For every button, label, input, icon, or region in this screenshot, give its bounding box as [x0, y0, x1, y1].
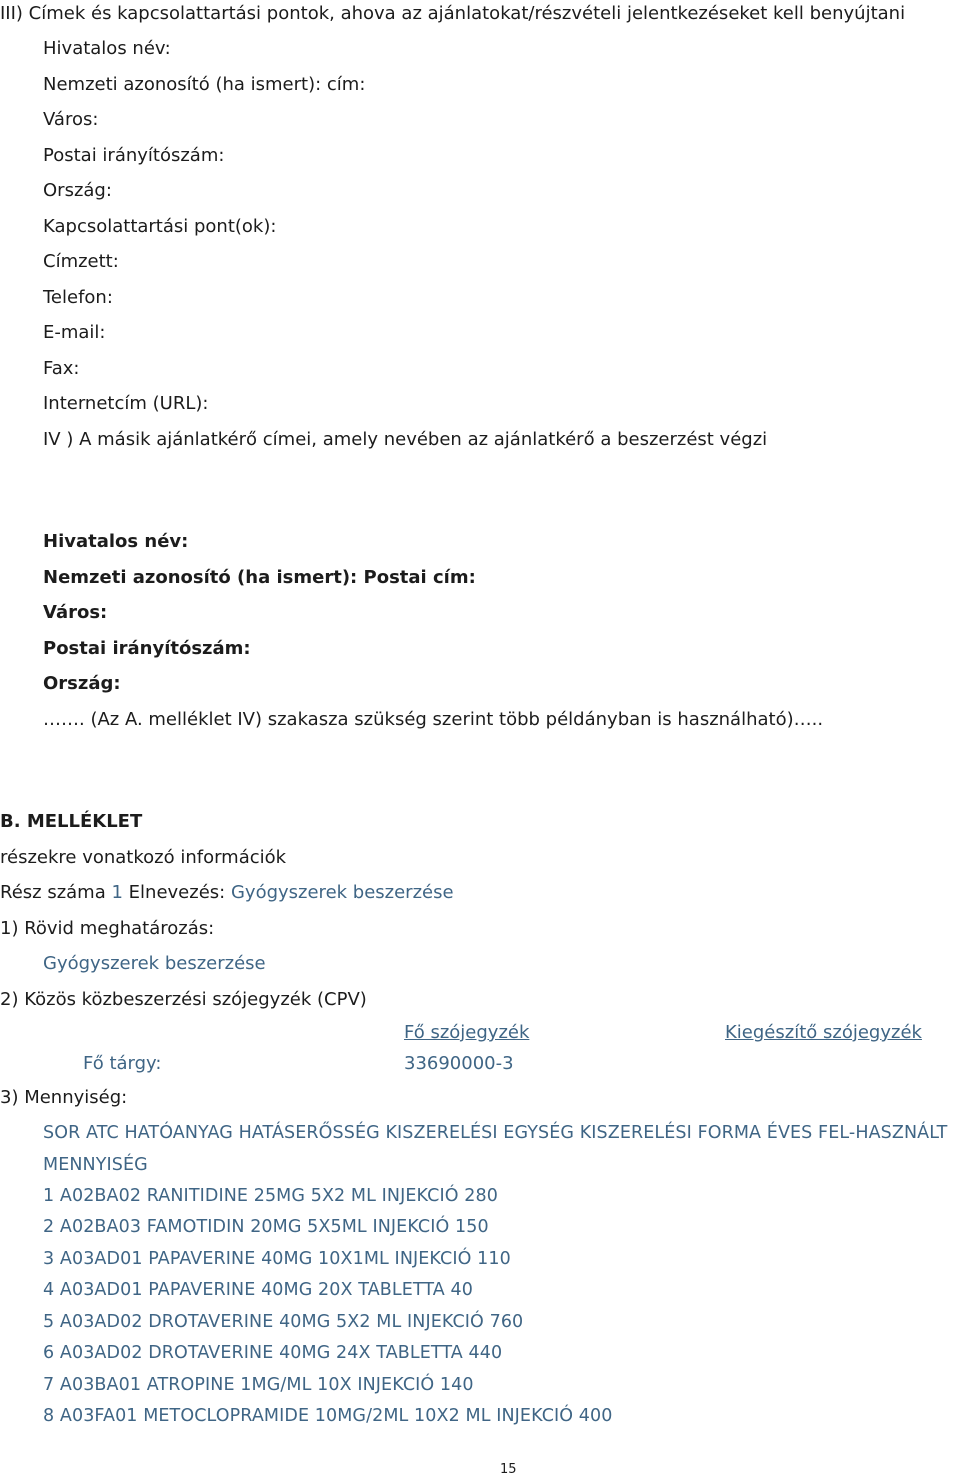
- field-official-name: Hivatalos név:: [43, 38, 171, 59]
- short-desc-value: Gyógyszerek beszerzése: [43, 953, 266, 974]
- table-row: 1 A02BA02 RANITIDINE 25MG 5X2 ML INJEKCIÓ 280: [43, 1186, 498, 1206]
- field-email: E-mail:: [43, 322, 106, 343]
- section-3-heading: III) Címek és kapcsolattartási pontok, ahova az ajánlatokat/részvételi jelentkezéseket kell benyújtani: [0, 3, 906, 24]
- part-label: Rész száma: [0, 882, 106, 903]
- part-number: 1: [111, 882, 123, 903]
- cpv-supp-header: Kiegészítő szójegyzék: [725, 1022, 922, 1043]
- short-desc-label: 1) Rövid meghatározás:: [0, 918, 215, 939]
- field-url: Internetcím (URL):: [43, 393, 209, 414]
- field-country: Ország:: [43, 180, 112, 201]
- cpv-main-header: Fő szójegyzék: [404, 1022, 530, 1043]
- table-row: 6 A03AD02 DROTAVERINE 40MG 24X TABLETTA 440: [43, 1343, 503, 1363]
- table-row: 3 A03AD01 PAPAVERINE 40MG 10X1ML INJEKCIÓ 110: [43, 1249, 511, 1269]
- annex-b-title: B. MELLÉKLET: [0, 811, 143, 832]
- field-city: Város:: [43, 109, 99, 130]
- table-row: 2 A02BA03 FAMOTIDIN 20MG 5X5ML INJEKCIÓ 150: [43, 1217, 489, 1237]
- page-number: 15: [500, 1462, 517, 1477]
- table-header-line-2: MENNYISÉG: [43, 1155, 148, 1175]
- s4-field-postal-code: Postai irányítószám:: [43, 638, 251, 659]
- field-contact-points: Kapcsolattartási pont(ok):: [43, 216, 277, 237]
- cpv-label: 2) Közös közbeszerzési szójegyzék (CPV): [0, 989, 367, 1010]
- table-row: 5 A03AD02 DROTAVERINE 40MG 5X2 ML INJEKCIÓ 760: [43, 1312, 524, 1332]
- field-postal-code: Postai irányítószám:: [43, 145, 225, 166]
- annex-b-subtitle: részekre vonatkozó információk: [0, 847, 287, 868]
- s4-field-official-name: Hivatalos név:: [43, 531, 189, 552]
- part-line: [0, 882, 454, 904]
- field-fax: Fax:: [43, 358, 80, 379]
- main-object-label: Fő tárgy:: [83, 1053, 162, 1074]
- table-row: 8 A03FA01 METOCLOPRAMIDE 10MG/2ML 10X2 ML INJEKCIÓ 400: [43, 1406, 613, 1426]
- s4-note: ……. (Az A. melléklet IV) szakasza szükség szerint több példányban is használható)…..: [43, 709, 824, 730]
- section-4-heading: IV ) A másik ajánlatkérő címei, amely nevében az ajánlatkérő a beszerzést végzi: [43, 429, 768, 450]
- field-national-id: Nemzeti azonosító (ha ismert): cím:: [43, 74, 366, 95]
- s4-field-city: Város:: [43, 602, 108, 623]
- name-label: Elnevezés:: [128, 882, 226, 903]
- table-row: 7 A03BA01 ATROPINE 1MG/ML 10X INJEKCIÓ 140: [43, 1375, 474, 1395]
- name-value: Gyógyszerek beszerzése: [230, 882, 454, 903]
- s4-field-country: Ország:: [43, 673, 121, 694]
- s4-field-national-id: Nemzeti azonosító (ha ismert): Postai cím:: [43, 567, 476, 588]
- quantity-label: 3) Mennyiség:: [0, 1087, 128, 1108]
- table-row: 4 A03AD01 PAPAVERINE 40MG 20X TABLETTA 40: [43, 1280, 474, 1300]
- table-header-line-1: SOR ATC HATÓANYAG HATÁSERŐSSÉG KISZERELÉSI EGYSÉG KISZERELÉSI FORMA ÉVES FEL-HASZNÁLT: [43, 1123, 948, 1143]
- field-addressee: Címzett:: [43, 251, 119, 272]
- main-object-code: 33690000-3: [404, 1053, 514, 1074]
- field-phone: Telefon:: [43, 287, 113, 308]
